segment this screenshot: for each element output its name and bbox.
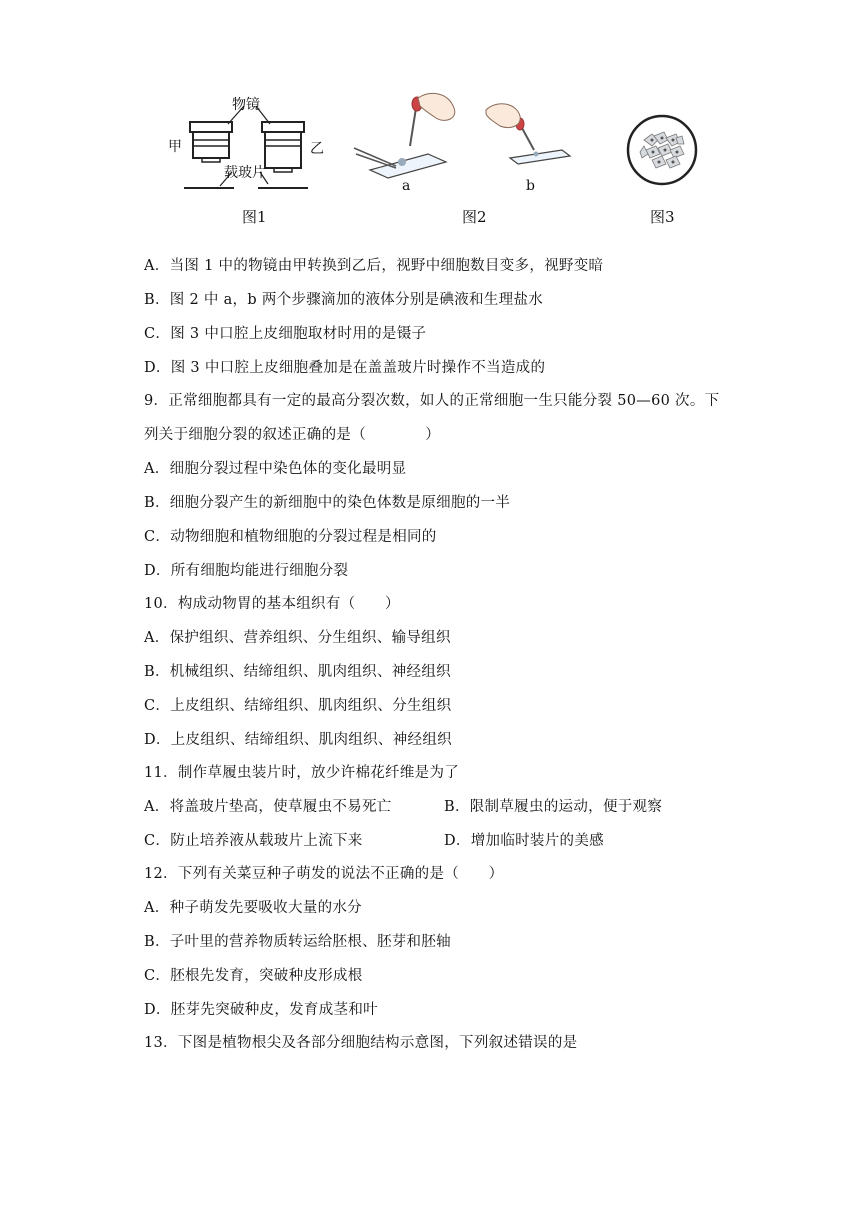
figure-3: [610, 88, 720, 228]
cells-field-of-view-illustration: [610, 88, 720, 198]
q13-stem: 13．下图是植物根尖及各部分细胞结构示意图，下列叙述错误的是: [144, 1035, 578, 1051]
slide-preparation-illustration: [350, 88, 580, 198]
q10-option-a: A．保护组织、营养组织、分生组织、输导组织: [144, 630, 451, 646]
q8-option-a: A．当图 1 中的物镜由甲转换到乙后，视野中细胞数目变多，视野变暗: [144, 258, 604, 274]
label-slide: 载玻片: [224, 165, 266, 181]
q11-stem: 11．制作草履虫装片时，放少许棉花纤维是为了: [144, 765, 460, 781]
q11-option-c: C．防止培养液从载玻片上流下来: [144, 833, 363, 849]
q10-option-b: B．机械组织、结缔组织、肌肉组织、神经组织: [144, 664, 451, 680]
q8-option-c: C．图 3 中口腔上皮细胞取材时用的是镊子: [144, 326, 427, 342]
label-objective: 物镜: [232, 97, 260, 113]
q9-stem-line1: 9．正常细胞都具有一定的最高分裂次数，如人的正常细胞一生只能分裂 50—60 次。下: [144, 393, 720, 409]
q12-option-b: B．子叶里的营养物质转运给胚根、胚芽和胚轴: [144, 934, 451, 950]
q12-option-c: C．胚根先发育，突破种皮形成根: [144, 968, 363, 984]
q9-option-b: B．细胞分裂产生的新细胞中的染色体数是原细胞的一半: [144, 495, 511, 511]
q9-stem-line2: 列关于细胞分裂的叙述正确的是（ ）: [144, 427, 440, 443]
caption-figure-3: 图3: [650, 208, 675, 226]
q9-option-c: C．动物细胞和植物细胞的分裂过程是相同的: [144, 529, 437, 545]
label-jia: 甲: [168, 139, 182, 155]
label-step-a: a: [402, 178, 411, 194]
q12-option-a: A．种子萌发先要吸收大量的水分: [144, 900, 362, 916]
q9-option-a: A．细胞分裂过程中染色体的变化最明显: [144, 461, 407, 477]
q11-option-d: D．增加临时装片的美感: [444, 833, 604, 849]
label-step-b: b: [526, 178, 535, 194]
label-yi: 乙: [310, 141, 324, 157]
q12-option-d: D．胚芽先突破种皮，发育成茎和叶: [144, 1002, 378, 1018]
figure-1: [160, 88, 330, 228]
q10-option-d: D．上皮组织、结缔组织、肌肉组织、神经组织: [144, 732, 452, 748]
caption-figure-1: 图1: [242, 208, 267, 226]
q11-option-b: B．限制草履虫的运动，便于观察: [444, 799, 663, 815]
figure-row: [140, 88, 720, 228]
q8-option-b: B．图 2 中 a，b 两个步骤滴加的液体分别是碘液和生理盐水: [144, 292, 544, 308]
q12-stem: 12．下列有关菜豆种子萌发的说法不正确的是（ ）: [144, 866, 504, 882]
q8-option-d: D．图 3 中口腔上皮细胞叠加是在盖盖玻片时操作不当造成的: [144, 360, 546, 376]
q10-stem: 10．构成动物胃的基本组织有（ ）: [144, 596, 400, 612]
figure-2: [350, 88, 580, 228]
caption-figure-2: 图2: [462, 208, 487, 226]
q10-option-c: C．上皮组织、结缔组织、肌肉组织、分生组织: [144, 698, 452, 714]
q11-option-a: A．将盖玻片垫高，使草履虫不易死亡: [144, 799, 392, 815]
q9-option-d: D．所有细胞均能进行细胞分裂: [144, 563, 349, 579]
